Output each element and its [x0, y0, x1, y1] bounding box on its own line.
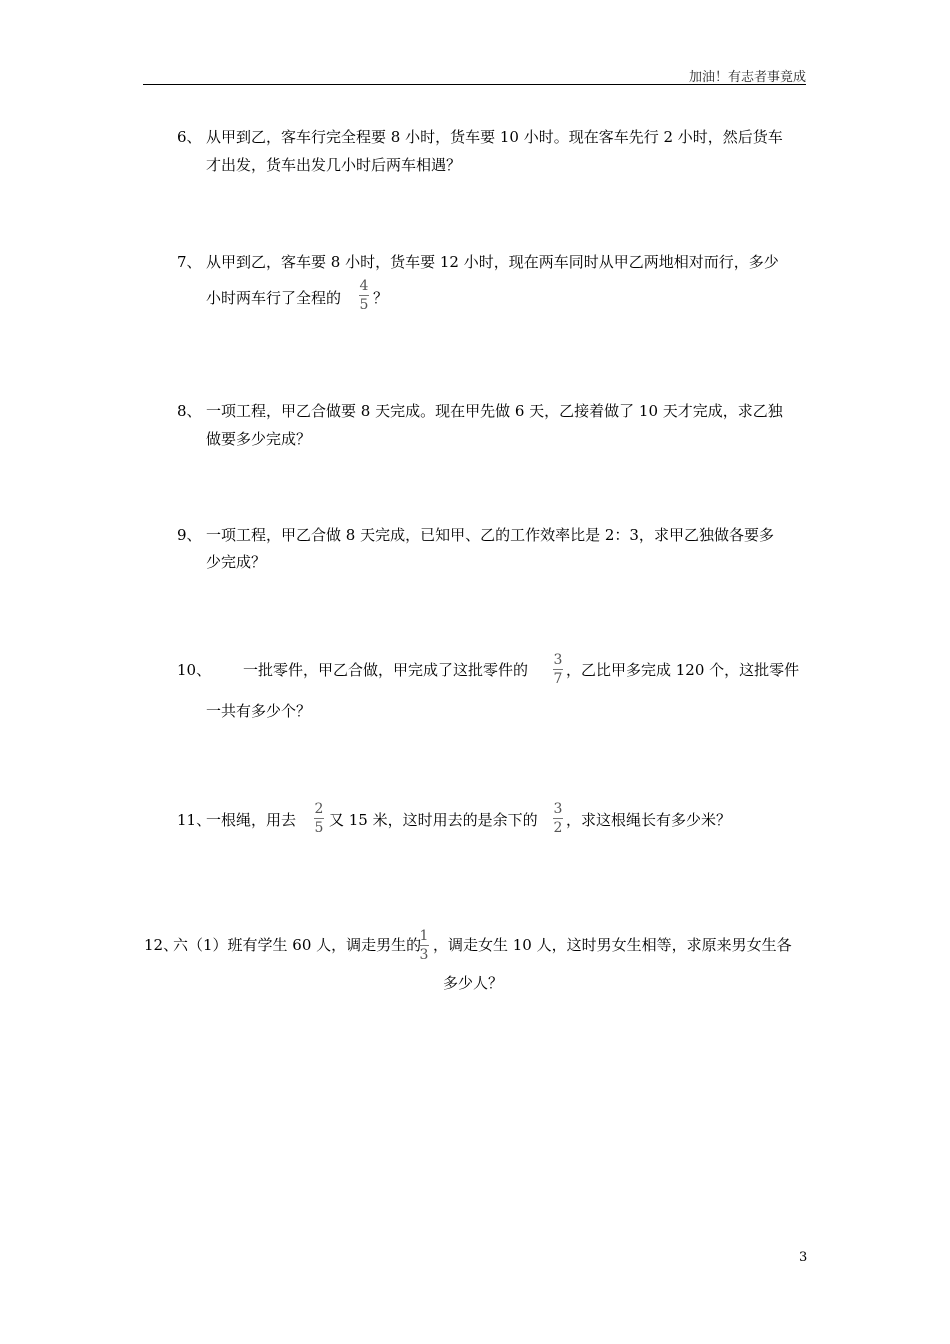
fraction: [418, 927, 430, 964]
fraction-denominator: 5: [314, 820, 324, 836]
question-number: 10、: [177, 661, 212, 679]
question-text: 从甲到乙，客车要 8 小时，货车要 12 小时，现在两车同时从甲乙两地相对而行，多少: [206, 253, 779, 271]
question-number: 6、: [177, 128, 202, 146]
fraction-denominator: 7: [553, 671, 563, 687]
question-text: 小时两车行了全程的: [206, 289, 342, 307]
fraction-denominator: 5: [359, 297, 369, 313]
question-text: 又 15 米，这时用去的是余下的: [329, 811, 538, 829]
header-motto: 加油！有志者事竟成: [688, 70, 806, 85]
fraction: [358, 277, 370, 314]
question-text: 一项工程，甲乙合做要 8 天完成。现在甲先做 6 天，乙接着做了 10 天才完成，求乙独: [206, 402, 783, 420]
question-number: 12、: [144, 936, 179, 954]
question-text: ，求这根绳长有多少米？: [566, 811, 732, 829]
header-divider: [143, 84, 806, 85]
fraction: [552, 651, 564, 688]
question-text: ，乙比甲多完成 120 个，这批零件: [566, 661, 800, 679]
fraction-numerator: 4: [359, 278, 369, 294]
question-text: 从甲到乙，客车行完全程要 8 小时，货车要 10 小时。现在客车先行 2 小时，然后货车: [206, 128, 783, 146]
question-number: 11、: [177, 811, 212, 829]
question-text: ，调走女生 10 人，这时男女生相等，求原来男女生各: [433, 936, 792, 954]
fraction: [552, 800, 564, 837]
fraction-numerator: 3: [553, 801, 563, 817]
question-number: 8、: [177, 402, 202, 420]
fraction-numerator: 2: [314, 801, 324, 817]
fraction-numerator: 1: [419, 928, 429, 944]
fraction-denominator: 2: [553, 820, 563, 836]
question-text: 少完成？: [206, 553, 267, 571]
question-text: 一根绳，用去: [206, 811, 297, 829]
fraction-numerator: 3: [553, 652, 563, 668]
question-number: 9、: [177, 526, 202, 544]
fraction: [313, 800, 325, 837]
question-text: 一项工程，甲乙合做 8 天完成，已知甲、乙的工作效率比是 2：3，求甲乙独做各要多: [206, 526, 774, 544]
question-text: 一共有多少个？: [206, 702, 312, 720]
question-text: 多少人？: [443, 974, 504, 992]
fraction-denominator: 3: [419, 947, 429, 963]
question-text: 一批零件，甲乙合做，甲完成了这批零件的: [243, 661, 529, 679]
question-text: ？: [373, 289, 389, 307]
question-text: 六（1）班有学生 60 人，调走男生的: [173, 936, 422, 954]
page-number: 3: [799, 1250, 808, 1265]
question-text: 做要多少完成？: [206, 430, 312, 448]
question-text: 才出发，货车出发几小时后两车相遇？: [206, 156, 462, 174]
question-number: 7、: [177, 253, 202, 271]
